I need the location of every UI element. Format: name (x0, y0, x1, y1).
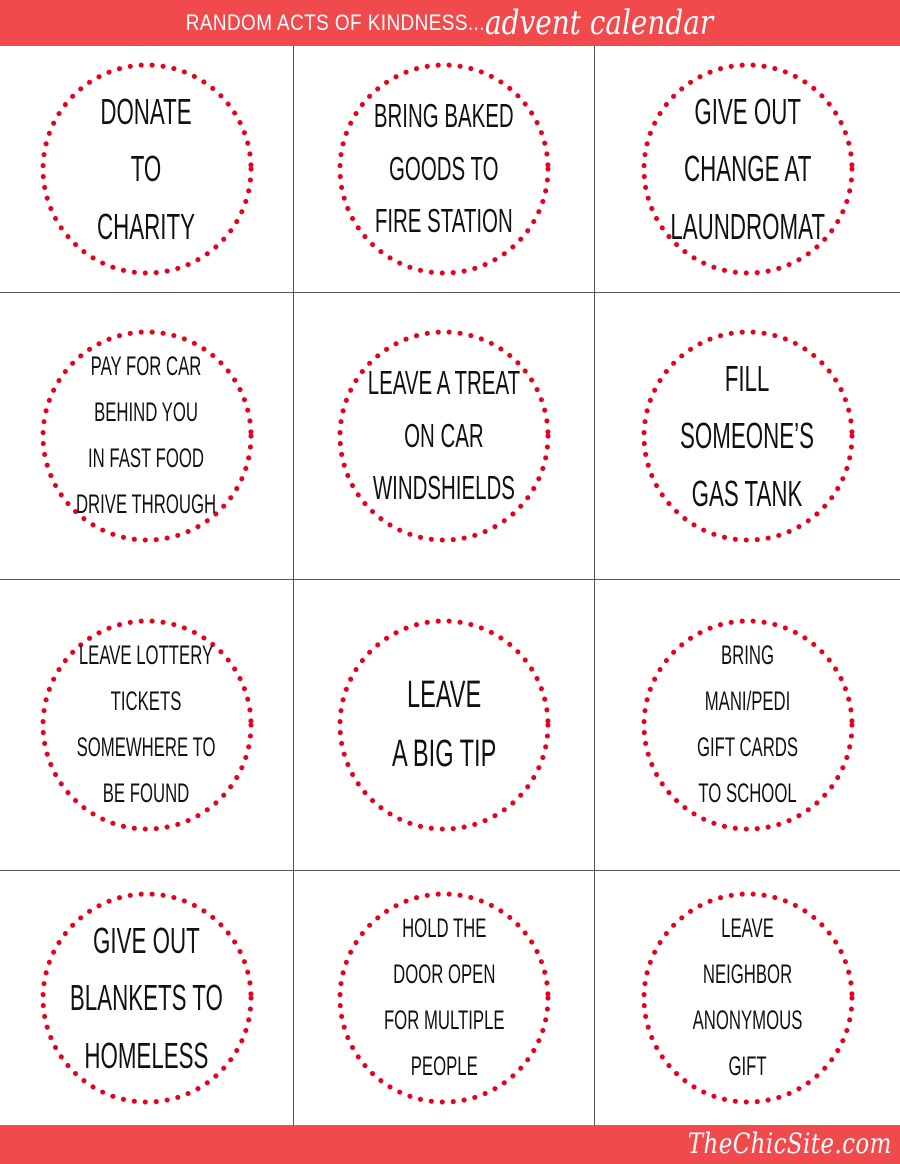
card-text-line: GIFT (728, 1050, 767, 1081)
calendar-card (595, 580, 900, 871)
card-text-line: WINDSHIELDS (372, 469, 516, 507)
card-text-line: CHARITY (97, 205, 196, 247)
card-text-line: BRING (720, 640, 775, 671)
card-circle (331, 885, 557, 1111)
card-text-line: BEHIND YOU (94, 397, 199, 428)
calendar-card (0, 580, 294, 871)
card-circle (635, 885, 861, 1111)
card-text-line: GAS TANK (692, 472, 803, 514)
card-text-line: FILL (725, 357, 770, 399)
card-text (331, 323, 557, 549)
card-circle (635, 323, 861, 549)
card-text (331, 56, 557, 282)
calendar-card (294, 46, 595, 293)
card-text (635, 885, 861, 1111)
card-text-line: TICKETS (111, 686, 182, 717)
header-subtitle: advent calendar (484, 3, 713, 43)
site-name: TheChicSite.com (687, 1127, 892, 1160)
card-text-line: TO SCHOOL (698, 777, 797, 808)
card-text-line: TO (131, 148, 162, 190)
card-text-line: GIVE OUT (694, 90, 801, 132)
card-text-line: GOODS TO (389, 149, 499, 187)
card-text-line: PAY FOR CAR (91, 351, 202, 382)
card-text-line: LEAVE A TREAT (367, 363, 521, 401)
card-text-line: FIRE STATION (375, 202, 513, 240)
card-text-line: ANONYMOUS (692, 1005, 803, 1035)
card-text-line: PEOPLE (410, 1050, 478, 1081)
card-text-line: DRIVE THROUGH (76, 488, 217, 519)
calendar-card (0, 46, 294, 293)
card-text-line: CHANGE AT (683, 148, 812, 190)
card-text-line: HOLD THE (401, 913, 487, 944)
card-text (34, 612, 260, 838)
card-text (34, 56, 260, 282)
card-text-line: GIFT CARDS (696, 732, 799, 762)
card-text (331, 885, 557, 1111)
card-text-line: SOMEONE’S (680, 415, 815, 457)
calendar-card (595, 293, 900, 580)
card-circle (34, 885, 260, 1111)
card-text-line: LEAVE LOTTERY (79, 640, 214, 671)
card-text (635, 612, 861, 838)
card-text-line: LEAVE (721, 913, 774, 944)
footer-banner (0, 1125, 900, 1164)
card-text (635, 323, 861, 549)
calendar-card (0, 871, 294, 1125)
card-grid (0, 46, 900, 1125)
calendar-card (0, 293, 294, 580)
card-circle (34, 56, 260, 282)
card-text-line: DOOR OPEN (392, 959, 496, 990)
card-circle (635, 56, 861, 282)
card-text (635, 56, 861, 282)
calendar-card (294, 580, 595, 871)
card-text-line: BLANKETS TO (70, 977, 224, 1019)
card-circle (331, 56, 557, 282)
card-circle (331, 323, 557, 549)
card-text-line: LAUNDROMAT (670, 205, 825, 247)
card-text-line: BE FOUND (103, 777, 190, 808)
card-text (34, 323, 260, 549)
card-text-line: MANI/PEDI (704, 686, 791, 717)
calendar-card (595, 871, 900, 1125)
card-circle (34, 323, 260, 549)
card-circle (34, 612, 260, 838)
header-banner (0, 0, 900, 46)
card-text-line: IN FAST FOOD (88, 443, 205, 473)
card-text-line: NEIGHBOR (702, 959, 793, 990)
calendar-card (294, 871, 595, 1125)
calendar-card (595, 46, 900, 293)
card-text-line: SOMEWHERE TO (77, 732, 216, 762)
header-title: RANDOM ACTS OF KINDNESS... (185, 10, 485, 35)
calendar-card (294, 293, 595, 580)
card-text (34, 885, 260, 1111)
card-text-line: GIVE OUT (93, 919, 200, 961)
card-text-line: ON CAR (404, 416, 484, 454)
card-text-line: HOMELESS (84, 1034, 209, 1076)
card-text-line: FOR MULTIPLE (383, 1005, 505, 1035)
card-text-line: BRING BAKED (374, 96, 514, 134)
card-text-line: LEAVE (406, 674, 482, 717)
card-text (331, 612, 557, 838)
card-text-line: DONATE (100, 90, 193, 132)
card-circle (331, 612, 557, 838)
card-circle (635, 612, 861, 838)
card-text-line: A BIG TIP (391, 733, 497, 775)
